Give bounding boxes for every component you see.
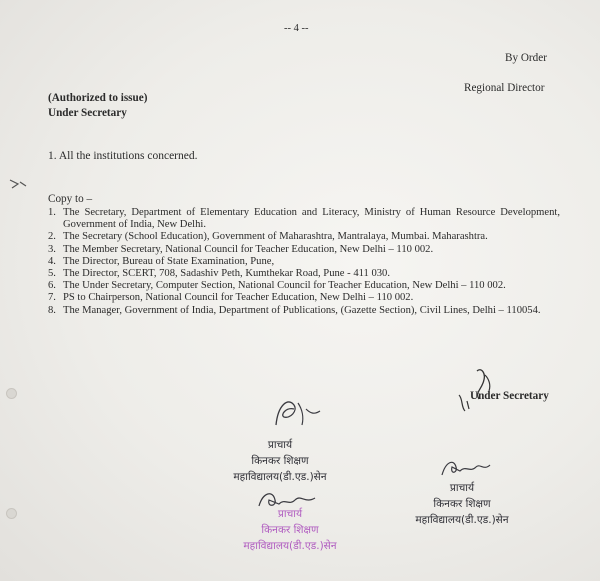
- to-item: 1. All the institutions concerned.: [48, 150, 198, 162]
- copy-to-heading: Copy to –: [48, 193, 93, 205]
- margin-mark: [8, 176, 28, 192]
- principal-stamp-2: [392, 480, 532, 528]
- page-number: -- 4 --: [284, 23, 309, 34]
- authorized-to-issue: (Authorized to issue): [48, 92, 148, 104]
- by-order: By Order: [505, 52, 547, 64]
- stamp-college-type: महाविद्यालय(डी.एड.)सेन: [233, 471, 327, 483]
- copy-to-list: [48, 207, 560, 317]
- under-secretary-left: Under Secretary: [48, 107, 127, 119]
- list-item: 5. The Director, SCERT, 708, Sadashiv Peth, Kumthekar Road, Pune - 411 030.: [48, 268, 391, 280]
- stamp-title: प्राचार्य: [449, 482, 475, 494]
- stamp-college-name: किनकर शिक्षण: [251, 455, 309, 467]
- principal-stamp-1: [210, 437, 350, 485]
- list-item: 1. The Secretary, Department of Elementary Education and Literacy, Ministry of Human Resource Development, Government of India, New Delhi.: [48, 207, 560, 231]
- list-item: 8. The Manager, Government of India, Department of Publications, (Gazette Section), Civil Lines, Delhi – 110054.: [48, 304, 541, 316]
- signature-principal-1: [268, 395, 328, 435]
- punch-hole: [6, 388, 17, 399]
- list-item: 6. The Under Secretary, Computer Section, National Council for Teacher Education, New Delhi – 110 002.: [48, 280, 506, 292]
- stamp-college-name: किनकर शिक्षण: [433, 498, 491, 510]
- stamp-title: प्राचार्य: [267, 439, 293, 451]
- stamp-college-type: महाविद्यालय(डी.एड.)सेन: [243, 540, 337, 552]
- list-item: 3. The Member Secretary, National Council for Teacher Education, New Delhi – 110 002.: [48, 243, 434, 255]
- list-item: 7. PS to Chairperson, National Council for Teacher Education, New Delhi – 110 002.: [48, 292, 414, 304]
- regional-director: Regional Director: [464, 82, 545, 94]
- principal-stamp-purple: [220, 506, 360, 554]
- signature-principal-2: [438, 455, 498, 481]
- list-item: 4. The Director, Bureau of State Examination, Pune,: [48, 255, 275, 267]
- stamp-title: प्राचार्य: [277, 508, 303, 520]
- list-item: 2. The Secretary (School Education), Government of Maharashtra, Mantralaya, Mumbai. Maharashtra.: [48, 231, 488, 243]
- punch-hole: [6, 508, 17, 519]
- stamp-college-name: किनकर शिक्षण: [261, 524, 319, 536]
- stamp-college-type: महाविद्यालय(डी.एड.)सेन: [415, 514, 509, 526]
- signature-under-secretary: [445, 365, 505, 415]
- under-secretary-right: Under Secretary: [470, 390, 549, 402]
